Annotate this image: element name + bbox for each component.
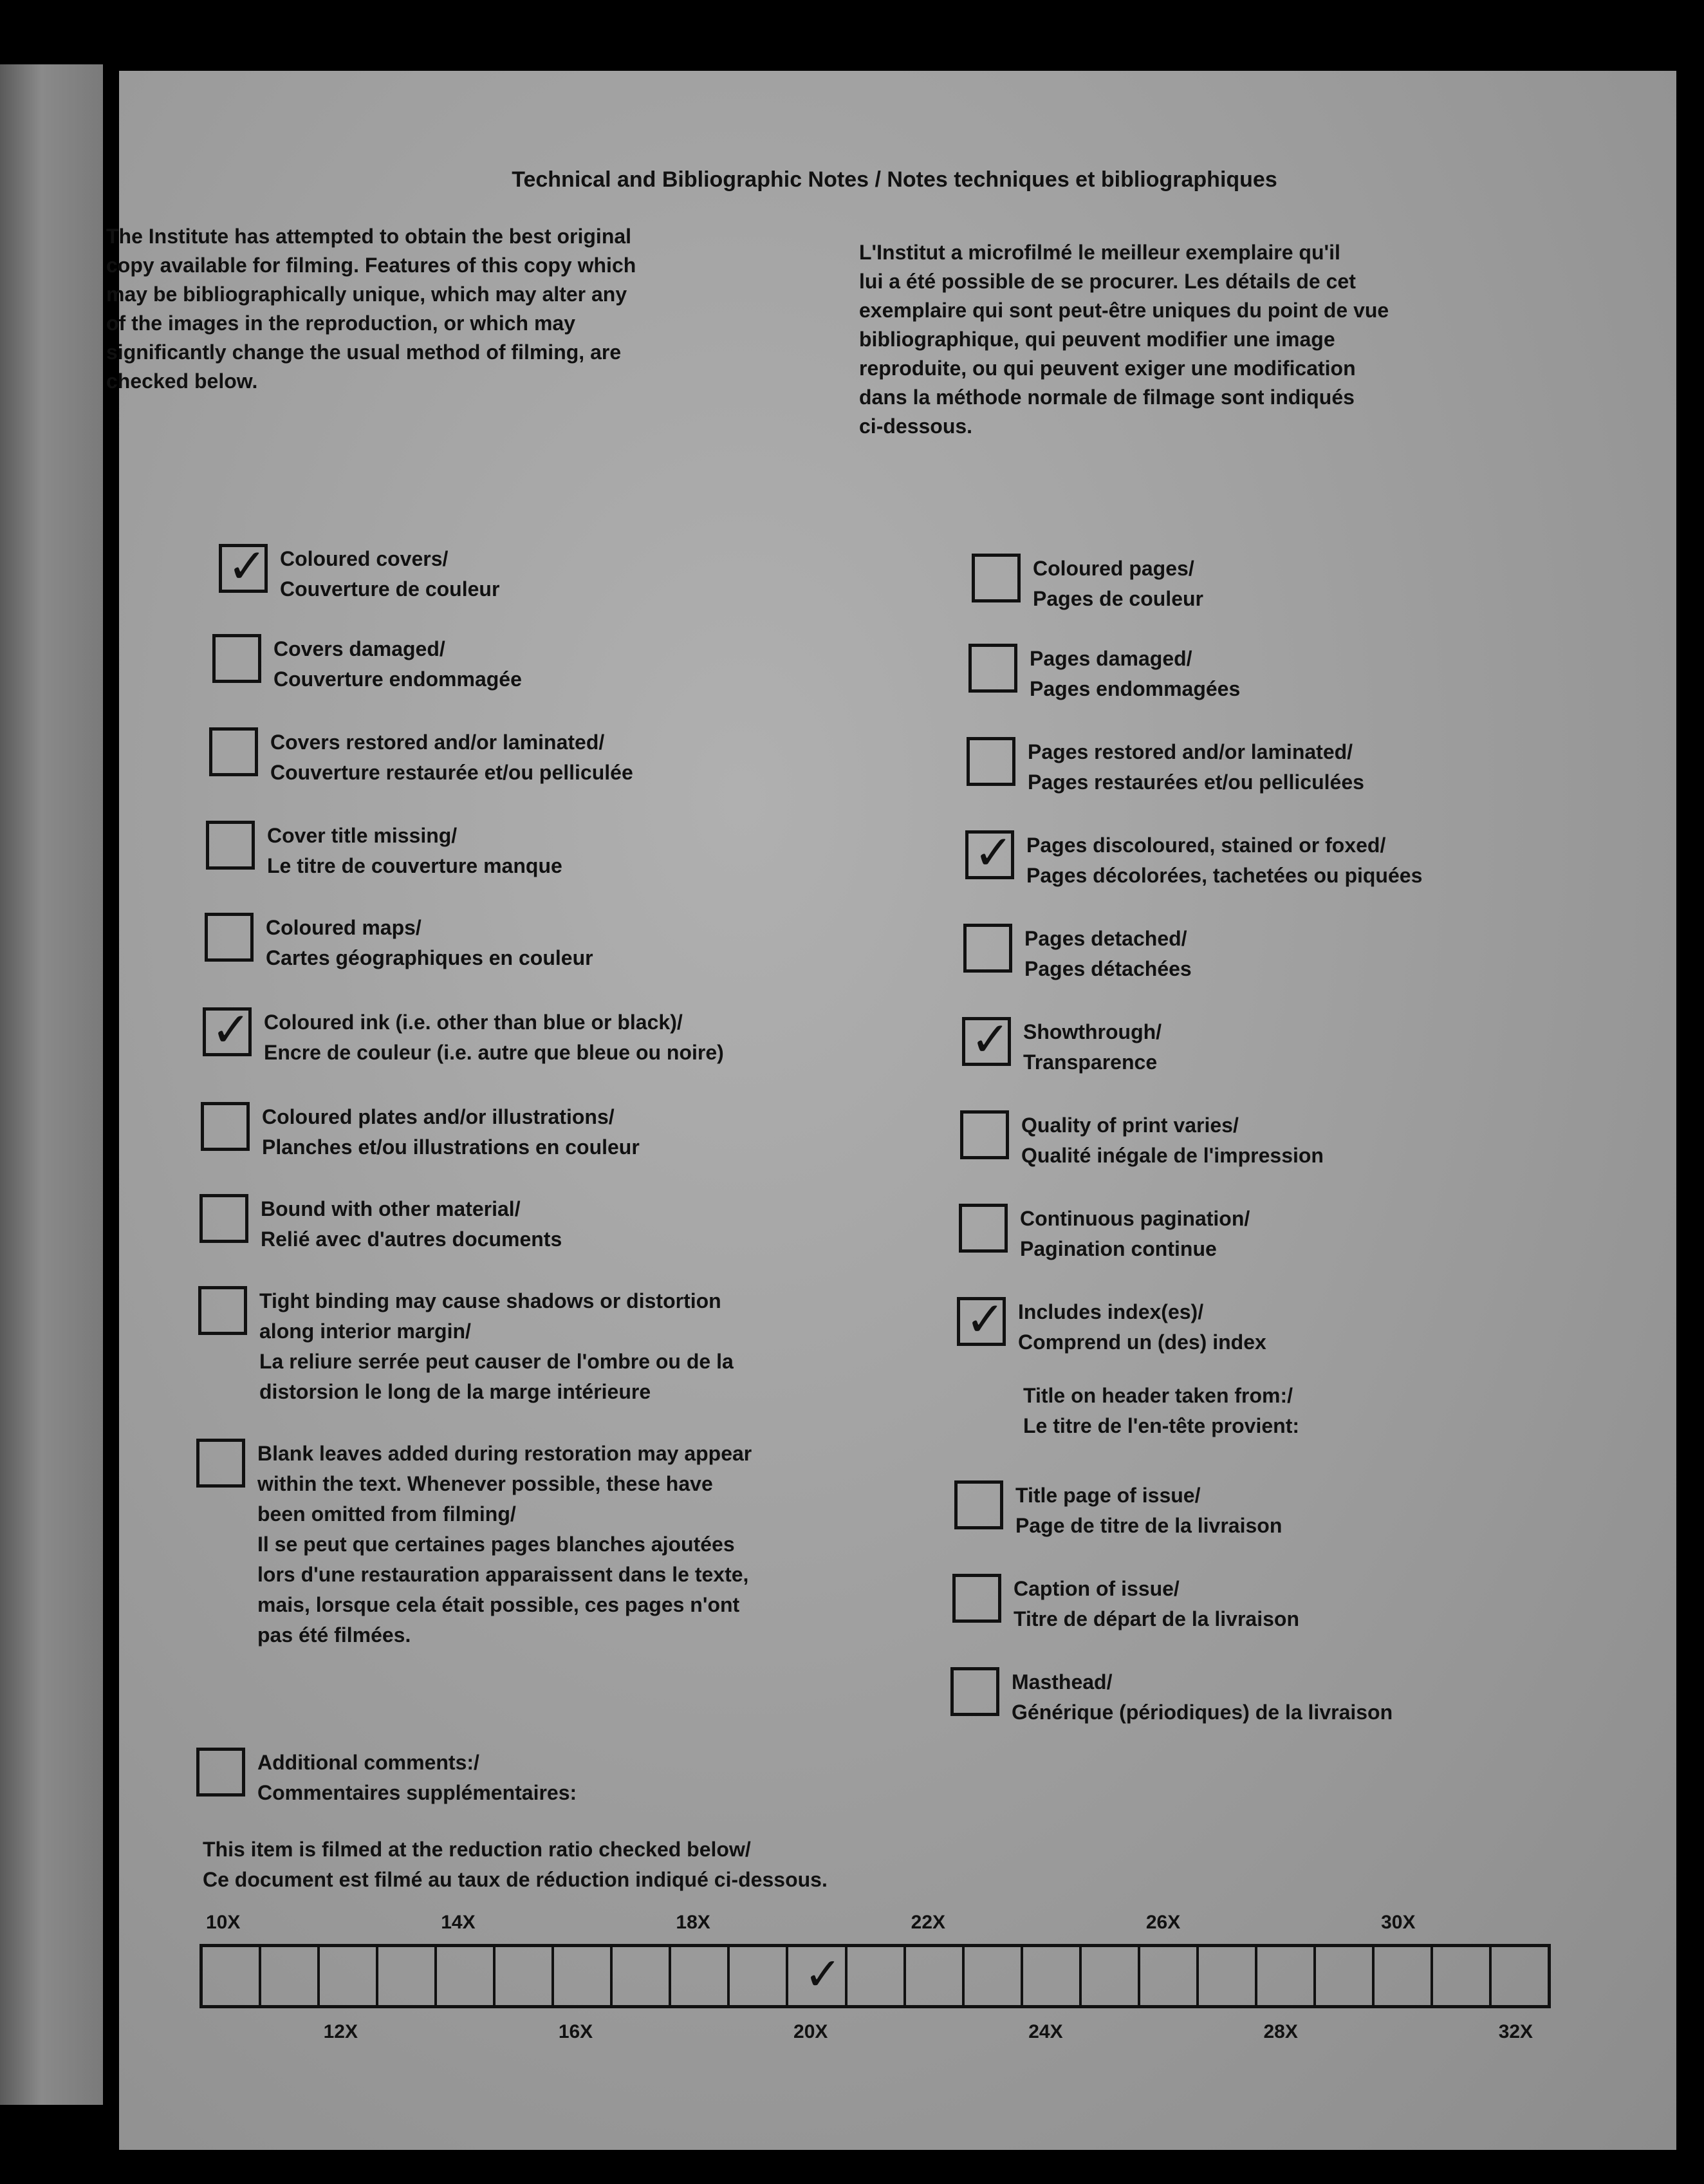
- item-label-line: Encre de couleur (i.e. autre que bleue ou noire): [264, 1041, 724, 1064]
- item-label-line: Caption of issue/: [1014, 1577, 1180, 1600]
- intro-fr-line: dans la méthode normale de filmage sont indiqués: [859, 386, 1355, 409]
- item-label: [1018, 1297, 1266, 1358]
- item-label-line: Planches et/ou illustrations en couleur: [262, 1135, 640, 1159]
- item-label-line: Coloured plates and/or illustrations/: [262, 1105, 615, 1128]
- checkmark-icon: ✓: [970, 1012, 1011, 1067]
- item-label-line: Il se peut que certaines pages blanches ajoutées: [257, 1533, 735, 1556]
- item-label: [270, 727, 633, 788]
- item-label-line: Couverture de couleur: [280, 577, 500, 601]
- scale-cell: [613, 1947, 671, 2005]
- item-label-line: Page de titre de la livraison: [1015, 1514, 1283, 1537]
- item-label-line: Continuous pagination/: [1020, 1207, 1250, 1230]
- scale-top-label: 22X: [911, 1912, 946, 1933]
- checkbox: [205, 913, 254, 962]
- checkbox: [201, 1102, 250, 1151]
- checkbox: [196, 1439, 245, 1488]
- reduction-line: Ce document est filmé au taux de réduction indiqué ci-dessous.: [203, 1868, 828, 1891]
- checkmark-icon: ✓: [211, 1002, 252, 1058]
- scale-bottom-label: 16X: [558, 2021, 593, 2042]
- item-label-line: Couverture restaurée et/ou pelliculée: [270, 761, 633, 784]
- item-label-line: pas été filmées.: [257, 1623, 411, 1647]
- item-label: [261, 1194, 562, 1255]
- item-label: [1021, 1110, 1324, 1171]
- intro-en-line: copy available for filming. Features of this copy which: [106, 254, 636, 277]
- checkbox: [196, 1748, 245, 1797]
- checkbox: [960, 1110, 1009, 1159]
- item-label-line: Relié avec d'autres documents: [261, 1227, 562, 1251]
- scale-bottom-label: 28X: [1263, 2021, 1298, 2042]
- checkbox: [968, 644, 1017, 693]
- checkbox: [219, 539, 268, 594]
- intro-english: [106, 222, 814, 396]
- checkmark-icon: ✓: [965, 1292, 1006, 1347]
- checkbox: [209, 727, 258, 776]
- item-label-line: Pages endommagées: [1030, 677, 1241, 700]
- scale-cell: [1199, 1947, 1257, 2005]
- checkbox: [959, 1204, 1008, 1253]
- checkmark-icon: ✓: [227, 539, 268, 594]
- item-label-line: Pages discoloured, stained or foxed/: [1026, 834, 1386, 857]
- page-heading: Technical and Bibliographic Notes / Notes techniques et bibliographiques: [512, 167, 1277, 192]
- reduction-ratio-note: [203, 1834, 828, 1895]
- item-label-line: Pages restaurées et/ou pelliculées: [1028, 770, 1364, 794]
- item-label-line: Comprend un (des) index: [1018, 1330, 1266, 1354]
- scale-top-label: 18X: [676, 1912, 710, 1933]
- header-source-note: [1023, 1381, 1299, 1441]
- checkmark-icon: ✓: [974, 825, 1014, 881]
- item-label-line: Coloured ink (i.e. other than blue or black)/: [264, 1011, 683, 1034]
- scale-cell: [495, 1947, 554, 2005]
- item-label: [280, 544, 499, 604]
- item-label-line: Covers damaged/: [273, 637, 445, 660]
- item-label-line: Cartes géographiques en couleur: [266, 946, 593, 969]
- scale-cell: [847, 1947, 906, 2005]
- scale-cell: [730, 1947, 788, 2005]
- scale-cell: [1375, 1947, 1433, 2005]
- item-label-line: Cover title missing/: [267, 824, 458, 847]
- scale-cell: [1492, 1947, 1548, 2005]
- scale-top-label: 14X: [441, 1912, 476, 1933]
- item-label-line: Masthead/: [1012, 1670, 1113, 1694]
- item-label-line: La reliure serrée peut causer de l'ombre ou de la: [259, 1350, 734, 1373]
- item-label-line: Pages détachées: [1024, 957, 1192, 980]
- intro-en-line: significantly change the usual method of filming, are: [106, 341, 622, 364]
- item-label: [266, 913, 593, 973]
- checkbox: [963, 924, 1012, 973]
- scale-top-label: 30X: [1381, 1912, 1416, 1933]
- item-label: [259, 1286, 734, 1407]
- item-label-line: Titre de départ de la livraison: [1014, 1607, 1299, 1630]
- scale-cell: [1433, 1947, 1492, 2005]
- item-label-line: Générique (périodiques) de la livraison: [1012, 1701, 1393, 1724]
- item-label: [1028, 737, 1364, 798]
- intro-fr-line: ci-dessous.: [859, 415, 973, 438]
- item-label-line: Coloured covers/: [280, 547, 449, 570]
- checkbox: [965, 825, 1014, 881]
- intro-en-line: checked below.: [106, 369, 258, 393]
- intro-en-line: The Institute has attempted to obtain the best original: [106, 225, 632, 248]
- checkbox: [950, 1667, 999, 1716]
- item-label-line: Pages detached/: [1024, 927, 1187, 950]
- checkbox: [962, 1012, 1011, 1067]
- checkbox: [198, 1286, 247, 1335]
- item-label: [257, 1439, 752, 1650]
- scale-top-label: 10X: [206, 1912, 241, 1933]
- checkbox: [203, 1002, 252, 1058]
- item-label-line: Tight binding may cause shadows or distortion: [259, 1289, 721, 1312]
- item-label: [1020, 1204, 1250, 1264]
- checkmark-icon: ✓: [804, 1948, 842, 2001]
- intro-french: [859, 238, 1567, 441]
- intro-fr-line: bibliographique, qui peuvent modifier une image: [859, 328, 1335, 351]
- item-label-line: Title page of issue/: [1015, 1484, 1201, 1507]
- scale-cell: [1316, 1947, 1375, 2005]
- scale-cell: [437, 1947, 495, 2005]
- reduction-scale: [199, 1944, 1551, 2008]
- item-label-line: Pages restored and/or laminated/: [1028, 740, 1353, 763]
- intro-fr-line: reproduite, ou qui peuvent exiger une modification: [859, 357, 1356, 380]
- item-label: [1030, 644, 1240, 704]
- item-label-line: distorsion le long de la marge intérieure: [259, 1380, 651, 1403]
- item-label-line: along interior margin/: [259, 1320, 471, 1343]
- item-label-line: Le titre de couverture manque: [267, 854, 562, 877]
- item-label: [264, 1007, 724, 1068]
- scale-bottom-label: 24X: [1028, 2021, 1063, 2042]
- scale-cell: [788, 1947, 847, 2005]
- scale-cell: [1082, 1947, 1140, 2005]
- item-label: [1015, 1480, 1282, 1541]
- item-label-line: Coloured pages/: [1033, 557, 1194, 580]
- item-label-line: mais, lorsque cela était possible, ces pages n'ont: [257, 1593, 740, 1616]
- item-label-line: Pages damaged/: [1030, 647, 1192, 670]
- checkbox: [206, 821, 255, 870]
- checkbox: [967, 737, 1015, 786]
- checkbox: [199, 1194, 248, 1243]
- scale-cell: [1140, 1947, 1199, 2005]
- item-label-line: Blank leaves added during restoration may appear: [257, 1442, 752, 1465]
- item-label-line: Couverture endommagée: [273, 667, 522, 691]
- scale-cell: [965, 1947, 1023, 2005]
- item-label: [273, 634, 522, 695]
- intro-fr-line: L'Institut a microfilmé le meilleur exemplaire qu'il: [859, 241, 1340, 264]
- item-label-line: Commentaires supplémentaires:: [257, 1781, 577, 1804]
- checkbox: [212, 634, 261, 683]
- item-label-line: Showthrough/: [1023, 1020, 1162, 1043]
- item-label: [262, 1102, 640, 1162]
- scale-cell: [554, 1947, 613, 2005]
- item-label: [1024, 924, 1192, 984]
- item-label-line: Coloured maps/: [266, 916, 421, 939]
- item-label-line: Pages décolorées, tachetées ou piquées: [1026, 864, 1423, 887]
- item-label-line: within the text. Whenever possible, these have: [257, 1472, 713, 1495]
- checkbox: [954, 1480, 1003, 1529]
- item-label: [1023, 1017, 1162, 1078]
- intro-fr-line: lui a été possible de se procurer. Les détails de cet: [859, 270, 1356, 293]
- intro-en-line: may be bibliographically unique, which may alter any: [106, 283, 627, 306]
- item-label-line: Additional comments:/: [257, 1751, 479, 1774]
- item-label-line: Includes index(es)/: [1018, 1300, 1204, 1323]
- item-label-line: lors d'une restauration apparaissent dans le texte,: [257, 1563, 749, 1586]
- scale-cell: [261, 1947, 320, 2005]
- item-label-line: Transparence: [1023, 1050, 1158, 1074]
- scale-bottom-label: 12X: [323, 2021, 358, 2042]
- item-label-line: been omitted from filming/: [257, 1502, 516, 1526]
- item-label: [1033, 554, 1203, 614]
- checkbox: [957, 1292, 1006, 1347]
- item-label: [1026, 830, 1422, 891]
- scale-cell: [1257, 1947, 1316, 2005]
- scale-top-label: 26X: [1145, 1912, 1181, 1933]
- intro-en-line: of the images in the reproduction, or which may: [106, 312, 575, 335]
- item-label-line: Pagination continue: [1020, 1237, 1217, 1260]
- item-label-line: Covers restored and/or laminated/: [270, 731, 605, 754]
- scale-bottom-label: 20X: [793, 2021, 828, 2042]
- item-label: [1012, 1667, 1393, 1728]
- item-label: [1014, 1574, 1299, 1634]
- scale-cell: [378, 1947, 437, 2005]
- header-source-line: Le titre de l'en-tête provient:: [1023, 1414, 1299, 1437]
- scale-cell: [1023, 1947, 1082, 2005]
- adjacent-page-edge: [0, 64, 103, 2105]
- scale-bottom-label: 32X: [1498, 2021, 1533, 2042]
- intro-fr-line: exemplaire qui sont peut-être uniques du point de vue: [859, 299, 1389, 322]
- item-label: [267, 821, 562, 881]
- item-label-line: Quality of print varies/: [1021, 1114, 1239, 1137]
- item-label: [257, 1748, 577, 1808]
- scale-cell: [906, 1947, 965, 2005]
- scale-cell: [671, 1947, 730, 2005]
- item-label-line: Pages de couleur: [1033, 587, 1203, 610]
- scale-cell: [203, 1947, 261, 2005]
- checkbox: [972, 554, 1021, 602]
- header-source-line: Title on header taken from:/: [1023, 1384, 1293, 1407]
- scale-cell: [320, 1947, 378, 2005]
- item-label-line: Bound with other material/: [261, 1197, 521, 1220]
- reduction-line: This item is filmed at the reduction ratio checked below/: [203, 1838, 751, 1861]
- checkbox: [952, 1574, 1001, 1623]
- item-label-line: Qualité inégale de l'impression: [1021, 1144, 1324, 1167]
